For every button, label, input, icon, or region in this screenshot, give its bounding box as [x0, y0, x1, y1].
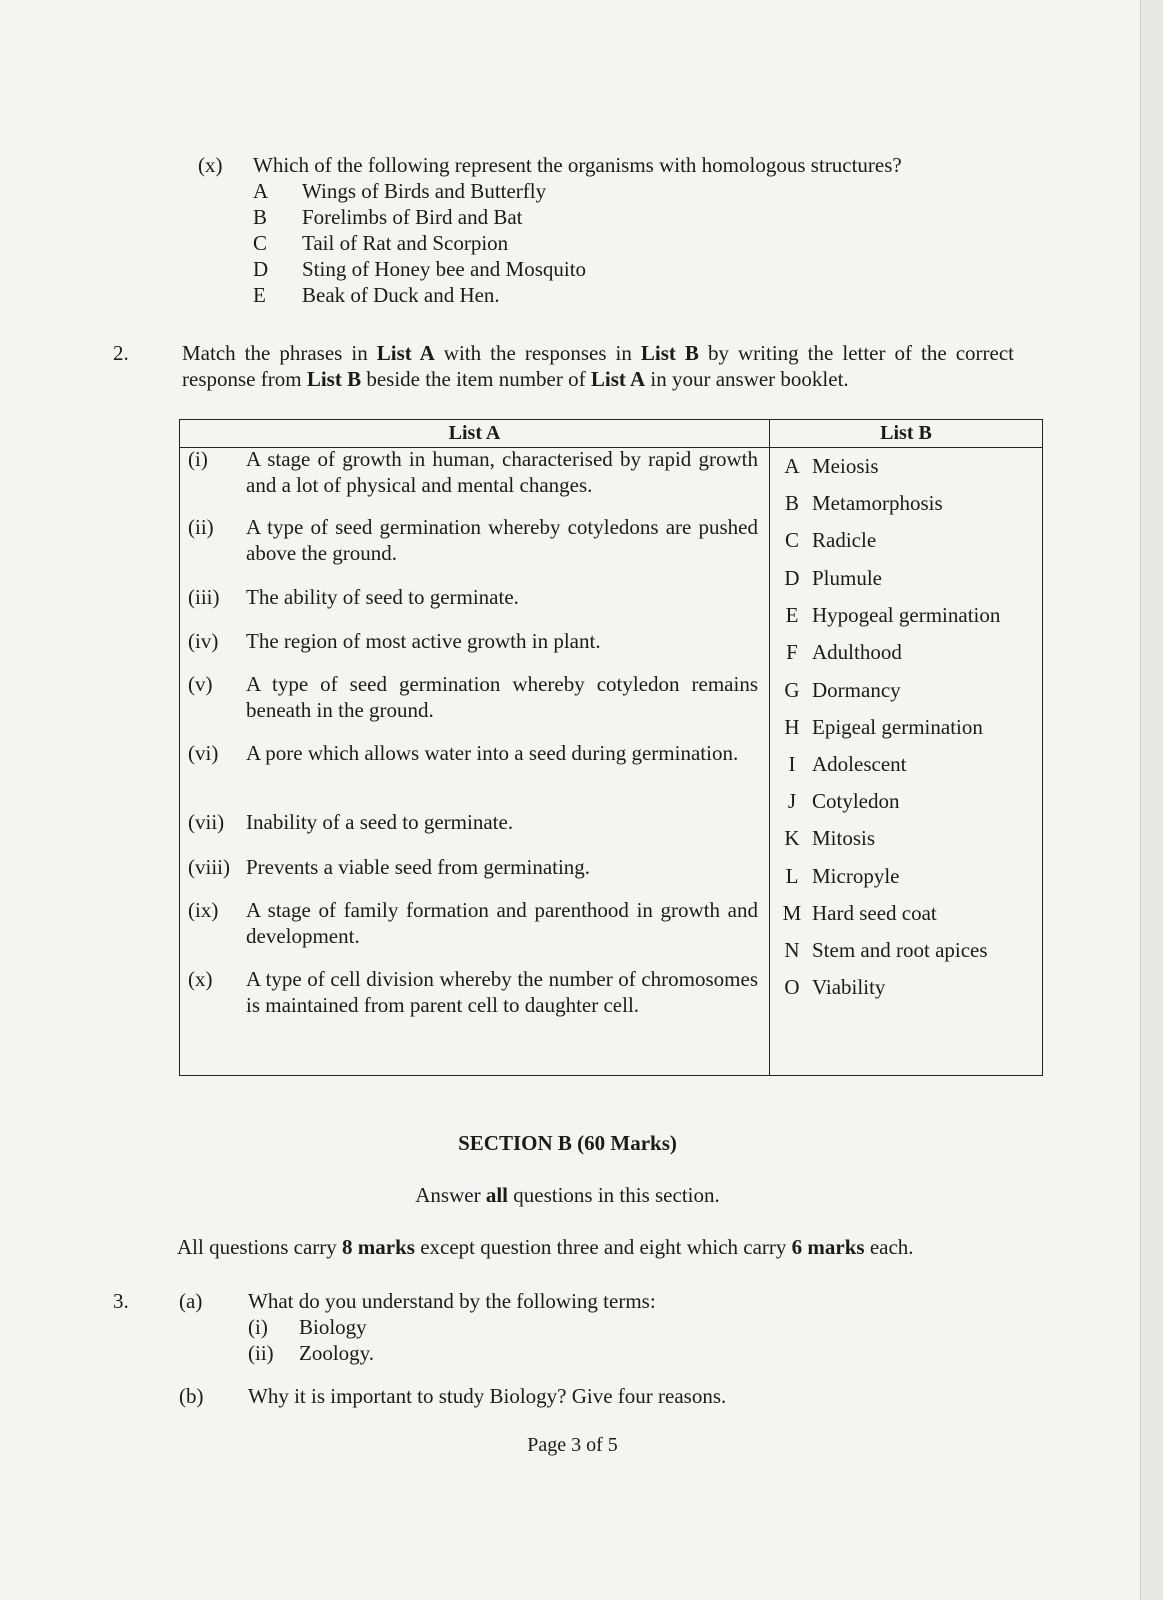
list-b-item: G Dormancy: [784, 678, 901, 702]
list-b-item: J Cotyledon: [787, 789, 900, 813]
section-b-answer-all: Answer all questions in this section.: [415, 1183, 720, 1207]
match-table: List A List B (i) A stage of growth in human, characterised by rapid growth and a lot of physical and mental changes. (ii) A type of seed germination whereby cotyledons are pushed above the ground. (iii) The ability of seed to germinate. (iv) The region of most active growth in plant. (v) A type of seed germination whereby cotyledon remains beneath in the ground. (vi) A pore which allows water into a seed during germination. (vii) Inability of a seed to germinate. (viii) Prevents a viable seed from germinating. (ix) A stage of family formation and parenthood in growth and development. (x) A type of cell division whereby the number of chromosomes is maintained from parent cell to daughter cell. A Meiosis B Metamorphosis C Radicle D Plumule E Hypogeal germination F Adulthood G Dormancy H Epigeal germination I Adolescent J Cotyledon K Mitosis L Micropyle M Hard seed coat N Stem and root apices O Viability: [179, 419, 1043, 1076]
list-a-header: List A: [448, 422, 501, 444]
list-b-item: K Mitosis: [784, 826, 876, 850]
question-number: (x): [198, 153, 223, 177]
question-text: Which of the following represent the organisms with homologous structures?: [253, 153, 902, 177]
question-3b-text: Why it is important to study Biology? Give four reasons.: [248, 1384, 727, 1408]
question-3a-label: (a): [179, 1289, 203, 1313]
list-b-header: List B: [880, 422, 932, 444]
section-b-marks-note: All questions carry 8 marks except question three and eight which carry 6 marks each.: [177, 1235, 914, 1259]
question-2-instruction: Match the phrases in List A with the responses in List B by writing the letter of the correct response from List B beside the item number of List A in your answer booklet.: [182, 341, 1015, 391]
list-b-item: H Epigeal germination: [784, 715, 983, 739]
question-3-number: 3.: [113, 1289, 129, 1313]
question-3a-text: What do you understand by the following terms:: [248, 1289, 656, 1313]
question-3a-item-num: (ii): [248, 1341, 274, 1365]
question-3a-item-text: Zoology.: [299, 1341, 375, 1365]
question-3a-item-text: Biology: [299, 1315, 367, 1339]
list-b-item: N Stem and root apices: [784, 938, 988, 962]
list-b-item: I Adolescent: [788, 752, 907, 776]
section-b-title: SECTION B (60 Marks): [458, 1131, 677, 1155]
question-2-number: 2.: [113, 341, 129, 365]
list-b-item: C Radicle: [784, 528, 877, 552]
list-b-item: D Plumule: [784, 566, 883, 590]
list-b-item: O Viability: [784, 975, 886, 999]
list-b-item: L Micropyle: [785, 864, 900, 888]
column-divider: [769, 420, 770, 1075]
list-b-item: M Hard seed coat: [782, 901, 937, 925]
list-b-item: B Metamorphosis: [784, 491, 943, 515]
question-3a-item-num: (i): [248, 1315, 268, 1339]
question-3b-label: (b): [179, 1384, 204, 1408]
list-b-item: F Adulthood: [786, 640, 902, 664]
page-number: Page 3 of 5: [527, 1434, 618, 1456]
list-b-item: E Hypogeal germination: [785, 603, 1001, 627]
list-b-item: A Meiosis: [784, 454, 879, 478]
page-edge: [1140, 0, 1163, 1600]
